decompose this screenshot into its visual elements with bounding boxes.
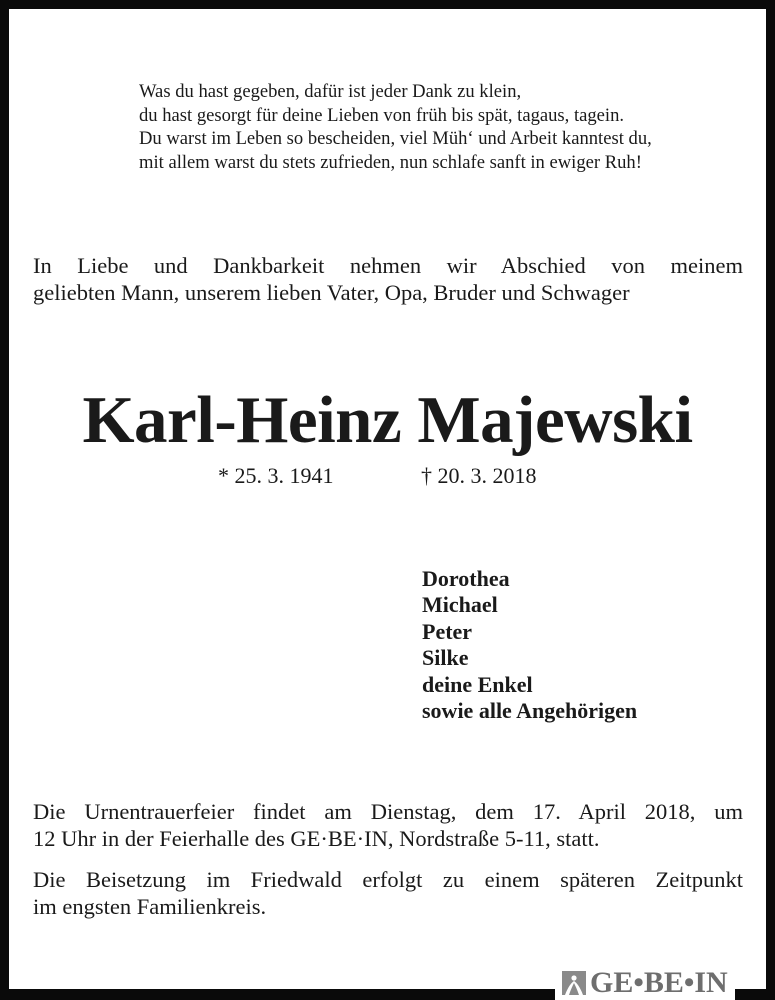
burial-line: Die Beisetzung im Friedwald erfolgt zu einem späteren Zeitpunkt [33,867,743,892]
frame-border-left [0,0,9,1000]
death-date: † 20. 3. 2018 [421,463,537,488]
poem-line: Was du hast gegeben, dafür ist jeder Dank zu klein, [139,81,522,102]
mourner-name: Dorothea [422,566,510,591]
gebein-logo-icon [562,971,586,995]
poem-line: du hast gesorgt für deine Lieben von früh bis spät, tagaus, tagein. [139,104,625,126]
poem-line: mit allem warst du stets zufrieden, nun schlafe sanft in ewiger Ruh! [139,151,642,173]
mourner-name: sowie alle Angehörigen [422,698,638,724]
mourners-list [422,566,637,724]
mourner-name: deine Enkel [422,671,533,697]
frame-border-bottom-left [0,989,555,1000]
frame-border-bottom-right [735,989,775,1000]
gebein-logo [558,968,732,998]
ceremony-info [33,799,743,852]
ceremony-line: Die Urnentrauerfeier findet am Dienstag, dem 17. April 2018, um [33,799,743,824]
logo-text: GE•BE•IN [590,966,728,999]
birth-date: * 25. 3. 1941 [218,463,334,488]
memorial-poem [139,80,652,174]
ceremony-line: 12 Uhr in der Feierhalle des GE·BE·IN, Nordstraße 5-11, statt. [33,825,600,851]
mourner-name: Peter [422,618,473,644]
frame-border-right [766,0,775,1000]
intro-line: geliebten Mann, unserem lieben Vater, Opa, Bruder und Schwager [33,280,630,305]
frame-border-top [0,0,775,9]
deceased-name: Karl-Heinz Majewski [82,383,693,457]
burial-line: im engsten Familienkreis. [33,893,267,919]
farewell-intro [33,252,743,306]
burial-info [33,867,743,920]
poem-line: Du warst im Leben so bescheiden, viel Müh‘ und Arbeit kanntest du, [139,128,652,149]
mourner-name: Michael [422,592,498,618]
intro-line: In Liebe und Dankbarkeit nehmen wir Abschied von meinem [33,253,743,278]
mourner-name: Silke [422,645,469,671]
